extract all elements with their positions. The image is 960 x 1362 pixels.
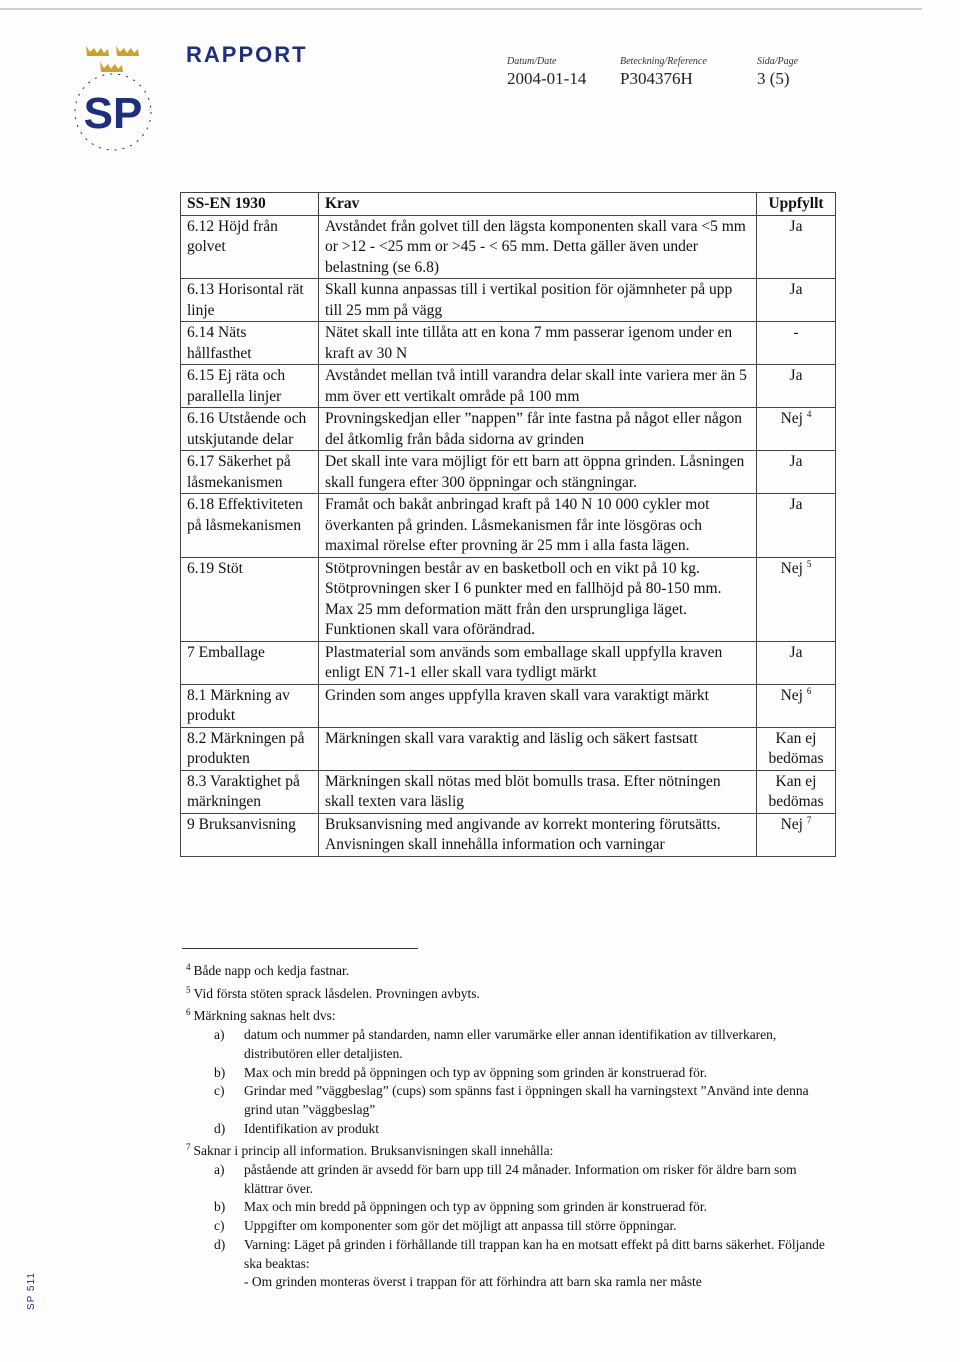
table-row xyxy=(181,557,836,641)
footnote-6-list xyxy=(186,1026,826,1138)
footnote-list-item xyxy=(186,1082,826,1119)
clause-cell: 8.1 Märkning av produkt xyxy=(181,684,319,727)
footnote-7-list xyxy=(186,1161,826,1292)
clause-cell: 6.19 Stöt xyxy=(181,557,319,641)
footnote-ref: 4 xyxy=(806,409,812,419)
clause-cell: 8.2 Märkningen på produkten xyxy=(181,727,319,770)
table-row xyxy=(181,770,836,813)
result-cell xyxy=(757,279,836,322)
footnote-list-item xyxy=(186,1120,826,1139)
clause-cell: 7 Emballage xyxy=(181,641,319,684)
result-value: Kan ej bedömas xyxy=(768,729,824,767)
footnote-5 xyxy=(186,981,826,1004)
list-text: påstående att grinden är avsedd för barn upp till 24 månader. Information om risker för äldre barn som klättrar över. xyxy=(244,1162,797,1196)
requirement-cell: Avståndet mellan två intill varandra delar skall inte variera mer än 5 mm över ett vertikalt område på 100 mm xyxy=(319,365,757,408)
list-text: Grindar med ”väggbeslag” (cups) som spänns fast i öppningen skall ha varningstext ”Använd inte denna grind utan ”väggbeslag” xyxy=(244,1083,809,1117)
requirements-body xyxy=(181,215,836,856)
result-value: Nej xyxy=(780,686,803,704)
requirement-cell: Skall kunna anpassas till i vertikal position för ojämnheter på upp till 25 mm på vägg xyxy=(319,279,757,322)
footnotes xyxy=(186,958,826,1292)
table-row xyxy=(181,322,836,365)
reference-block xyxy=(620,56,707,90)
footnote-number: 7 xyxy=(186,1142,191,1153)
footnote-list-item xyxy=(186,1198,826,1217)
footnote-list-item xyxy=(186,1026,826,1063)
sp-logo xyxy=(56,40,186,170)
result-value: Nej xyxy=(780,410,803,427)
requirement-cell: Avståndet från golvet till den lägsta komponenten skall vara <5 mm or >12 - <25 mm or >45 - < 65 mm. Detta gäller även under belastning (se 6.8) xyxy=(319,215,757,279)
requirement-cell: Nätet skall inte tillåta att en kona 7 mm passerar igenom under en kraft av 30 N xyxy=(319,322,757,365)
date-block xyxy=(507,56,586,90)
result-cell xyxy=(757,408,836,451)
date-value: 2004-01-14 xyxy=(507,69,587,88)
table-row xyxy=(181,813,836,856)
result-value: Kan ej bedömas xyxy=(768,772,824,810)
result-cell xyxy=(757,322,836,365)
list-text: Uppgifter om komponenter som gör det möjligt att anpassa till större öppningar. xyxy=(244,1218,677,1234)
page-label: Sida/Page xyxy=(757,56,799,67)
result-cell xyxy=(757,813,836,856)
list-marker: b) xyxy=(214,1199,226,1215)
clause-cell: 6.15 Ej räta och parallella linjer xyxy=(181,365,319,408)
header-fulfilled: Uppfyllt xyxy=(757,193,836,216)
clause-cell: 6.12 Höjd från golvet xyxy=(181,215,319,279)
list-marker: a) xyxy=(214,1162,225,1178)
table-row xyxy=(181,279,836,322)
result-value: Ja xyxy=(789,496,803,513)
table-row xyxy=(181,684,836,727)
clause-cell: 8.3 Varaktighet på märkningen xyxy=(181,770,319,813)
footnote-ref: 6 xyxy=(806,685,812,696)
list-marker: d) xyxy=(214,1120,226,1136)
result-cell xyxy=(757,727,836,770)
header-standard: SS-EN 1930 xyxy=(181,193,319,216)
footnote-list-item xyxy=(186,1236,826,1292)
reference-value: P304376H xyxy=(620,69,693,88)
footnote-number: 6 xyxy=(186,1007,191,1018)
list-text: Max och min bredd på öppningen och typ av öppning som grinden är konstruerad för. xyxy=(244,1064,708,1080)
footnote-ref: 5 xyxy=(806,558,812,569)
requirement-cell: Märkningen skall nötas med blöt bomulls trasa. Efter nötningen skall texten vara läslig xyxy=(319,770,757,813)
requirement-cell: Märkningen skall vara varaktig and läslig och säkert fastsatt xyxy=(319,727,757,770)
form-code: SP 511 xyxy=(26,1272,37,1310)
footnote-text: Märkning saknas helt dvs: xyxy=(193,1008,336,1024)
footnote-list-item xyxy=(186,1064,826,1083)
requirement-cell: Bruksanvisning med angivande av korrekt montering förutsätts. Anvisningen skall innehålla information och varningar xyxy=(319,813,757,856)
clause-cell: 6.13 Horisontal rät linje xyxy=(181,279,319,322)
result-value: Ja xyxy=(789,453,803,470)
footnote-rule xyxy=(182,948,418,949)
result-cell xyxy=(757,451,836,494)
footnote-list-item xyxy=(186,1161,826,1198)
list-text: Varning: Läget på grinden i förhållande till trappan kan ha en motsatt effekt på ditt barns säkerhet. Följande ska beaktas: xyxy=(244,1236,825,1271)
crowns-icon xyxy=(86,46,139,72)
clause-cell: 6.18 Effektiviteten på låsmekanismen xyxy=(181,494,319,558)
footnote-7 xyxy=(186,1138,826,1292)
result-cell xyxy=(757,365,836,408)
table-row xyxy=(181,408,836,451)
clause-cell: 6.16 Utstående och utskjutande delar xyxy=(181,408,319,451)
result-cell xyxy=(757,494,836,558)
result-value: - xyxy=(793,324,799,341)
footnote-ref: 7 xyxy=(806,814,812,825)
result-cell xyxy=(757,770,836,813)
requirement-cell: Plastmaterial som används som emballage skall uppfylla kraven enligt EN 71-1 eller skall vara tydligt märkt xyxy=(319,641,757,684)
result-value: Ja xyxy=(789,217,803,235)
footnote-number: 4 xyxy=(186,962,191,972)
footnote-6 xyxy=(186,1003,826,1138)
header-requirement: Krav xyxy=(319,193,757,216)
result-value: Nej xyxy=(780,815,803,833)
table-row xyxy=(181,365,836,408)
table-row xyxy=(181,494,836,558)
top-scan-edge xyxy=(0,8,922,10)
list-marker: d) xyxy=(214,1236,226,1252)
list-text: Max och min bredd på öppningen och typ av öppning som grinden är konstruerad för. xyxy=(244,1199,708,1215)
result-value: Ja xyxy=(789,367,803,384)
footnote-number: 5 xyxy=(186,984,191,995)
list-marker: c) xyxy=(214,1083,225,1099)
footnote-text: Saknar i princip all information. Bruksanvisningen skall innehålla: xyxy=(193,1143,554,1159)
clause-cell: 9 Bruksanvisning xyxy=(181,813,319,856)
result-value: Ja xyxy=(789,643,803,661)
table-header-row xyxy=(181,193,836,216)
result-value: Nej xyxy=(780,559,803,577)
list-marker: b) xyxy=(214,1064,226,1080)
date-label: Datum/Date xyxy=(507,56,557,67)
requirement-cell: Framåt och bakåt anbringad kraft på 140 N 10 000 cykler mot överkanten på grinden. Låsmekanismen får inte lösgöras och maximal rörelse efter provning är 25 mm i alla fasta lägen. xyxy=(319,494,757,558)
table-row xyxy=(181,451,836,494)
requirement-cell: Det skall inte vara möjligt för ett barn att öppna grinden. Låsningen skall fungera efter 300 öppningar och stängningar. xyxy=(319,451,757,494)
result-cell xyxy=(757,684,836,727)
list-text: Identifikation av produkt xyxy=(244,1120,379,1136)
report-title: RAPPORT xyxy=(186,42,308,67)
result-value: Ja xyxy=(789,281,803,298)
list-marker: c) xyxy=(214,1218,225,1234)
reference-label: Beteckning/Reference xyxy=(620,56,707,67)
table-row xyxy=(181,641,836,684)
page-block xyxy=(757,56,798,90)
requirement-cell: Grinden som anges uppfylla kraven skall vara varaktigt märkt xyxy=(319,684,757,727)
list-text: datum och nummer på standarden, namn eller varumärke eller annan identifikation av tillverkaren, distributören eller detaljisten. xyxy=(244,1027,777,1061)
footnote-4 xyxy=(186,958,826,981)
logo-letters: SP xyxy=(83,89,143,138)
result-cell xyxy=(757,641,836,684)
page-value: 3 (5) xyxy=(757,69,790,88)
requirements-table xyxy=(180,192,836,857)
requirement-cell: Provningskedjan eller ”nappen” får inte fastna på något eller någon del åtkomlig från båda sidorna av grinden xyxy=(319,408,757,451)
footnote-text: Vid första stöten sprack låsdelen. Provningen avbyts. xyxy=(193,985,480,1001)
list-subtext: - Om grinden monteras överst i trappan för att förhindra att barn ska ramla ner måste xyxy=(244,1274,702,1290)
clause-cell: 6.17 Säkerhet på låsmekanismen xyxy=(181,451,319,494)
table-row xyxy=(181,727,836,770)
footnote-text: Både napp och kedja fastnar. xyxy=(193,963,350,978)
result-cell xyxy=(757,557,836,641)
clause-cell: 6.14 Näts hållfasthet xyxy=(181,322,319,365)
result-cell xyxy=(757,215,836,279)
requirement-cell: Stötprovningen består av en basketboll och en vikt på 10 kg. Stötprovningen sker I 6 punkter med en fallhöjd på 80-150 mm. Max 25 mm deformation mätt från den ursprungliga läget. Funktionen skall vara oförändrad. xyxy=(319,557,757,641)
list-marker: a) xyxy=(214,1027,225,1043)
footnote-list-item xyxy=(186,1217,826,1236)
table-row xyxy=(181,215,836,279)
